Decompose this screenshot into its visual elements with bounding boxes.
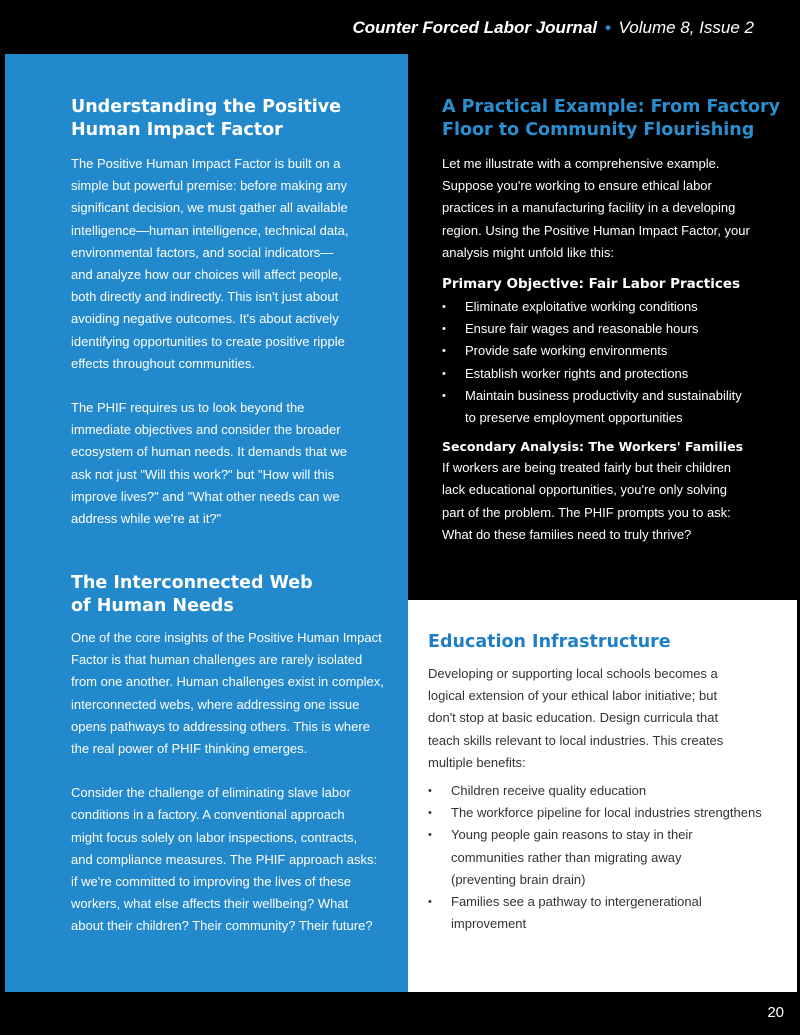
text-line: ask not just "Will this work?" but "How will this bbox=[71, 466, 335, 482]
text-line: (preventing brain drain) bbox=[451, 871, 586, 887]
education-content bbox=[428, 631, 794, 935]
text-line: Factor is that human challenges are rarely isolated bbox=[71, 652, 363, 668]
section-interconnected-web bbox=[71, 572, 406, 938]
text-line: The Positive Human Impact Factor is built on a bbox=[71, 156, 341, 171]
header-separator: • bbox=[604, 18, 611, 37]
education-infrastructure-section bbox=[408, 600, 797, 992]
text-line: What do these families need to truly thrive? bbox=[442, 526, 692, 542]
text-line: Consider the challenge of eliminating slave labor bbox=[71, 785, 351, 801]
title-line: Understanding the Positive bbox=[71, 97, 342, 117]
text-line: analysis might unfold like this: bbox=[442, 244, 614, 260]
list-item bbox=[442, 385, 792, 429]
intro-paragraph bbox=[442, 153, 792, 264]
text-line: if we're committed to improving the lives of these bbox=[71, 874, 351, 890]
secondary-analysis-heading: Secondary Analysis: The Workers' Families bbox=[442, 439, 744, 455]
text-line: improve lives?" and "What other needs can we bbox=[71, 488, 340, 504]
text-line: workers, what else affects their wellbeing? What bbox=[71, 896, 349, 912]
section-title bbox=[71, 96, 401, 142]
list-item bbox=[428, 891, 794, 935]
text-line: significant decision, we must gather all available bbox=[71, 200, 348, 216]
text-line: The workforce pipeline for local industries strengthens bbox=[451, 805, 762, 821]
text-line: simple but powerful premise: before making any bbox=[71, 178, 348, 194]
practical-example-content bbox=[442, 96, 792, 546]
text-line: part of the problem. The PHIF prompts you to ask: bbox=[442, 504, 731, 520]
journal-title: Counter Forced Labor Journal bbox=[352, 18, 598, 37]
paragraph bbox=[71, 627, 406, 760]
text-line: Developing or supporting local schools becomes a bbox=[428, 666, 718, 681]
text-line: improvement bbox=[451, 916, 527, 932]
text-line: from one another. Human challenges exist in complex, bbox=[71, 674, 384, 690]
text-line: lack educational opportunities, you're only solving bbox=[442, 482, 728, 498]
title-line: Human Impact Factor bbox=[71, 120, 283, 140]
list-item bbox=[428, 824, 794, 891]
section-understanding-phif bbox=[71, 96, 401, 530]
text-line: avoiding negative outcomes. It's about actively bbox=[71, 311, 339, 327]
text-line: If workers are being treated fairly but their children bbox=[442, 460, 732, 476]
journal-header bbox=[352, 18, 754, 38]
text-line: Ensure fair wages and reasonable hours bbox=[465, 321, 699, 337]
text-line: teach skills relevant to local industries. This creates bbox=[428, 732, 724, 748]
secondary-paragraph bbox=[442, 457, 792, 546]
list-item bbox=[428, 802, 794, 824]
text-line: The PHIF requires us to look beyond the bbox=[71, 400, 305, 416]
text-line: immediate objectives and consider the broader bbox=[71, 422, 341, 438]
practical-example-section bbox=[408, 54, 798, 600]
text-line: to preserve employment opportunities bbox=[465, 410, 683, 426]
primary-objective-heading: Primary Objective: Fair Labor Practices bbox=[442, 276, 741, 293]
left-column bbox=[5, 54, 408, 992]
list-item bbox=[442, 318, 792, 340]
text-line: Let me illustrate with a comprehensive example. bbox=[442, 156, 720, 171]
text-line: region. Using the Positive Human Impact Factor, your bbox=[442, 222, 750, 238]
paragraph bbox=[71, 782, 406, 937]
primary-objective-list bbox=[442, 296, 792, 429]
text-line: might focus solely on labor inspections, contracts, bbox=[71, 829, 358, 845]
list-item bbox=[442, 340, 792, 362]
text-line: Children receive quality education bbox=[451, 783, 647, 799]
text-line: interconnected webs, where addressing one issue bbox=[71, 696, 360, 712]
title-line: Floor to Community Flourishing bbox=[442, 120, 755, 140]
text-line: logical extension of your ethical labor initiative; but bbox=[428, 688, 718, 704]
section-title bbox=[71, 572, 406, 618]
text-line: Families see a pathway to intergenerational bbox=[451, 894, 702, 910]
text-line: Young people gain reasons to stay in their bbox=[451, 827, 693, 843]
paragraph bbox=[71, 397, 401, 530]
title-line: A Practical Example: From Factory bbox=[442, 97, 781, 117]
title-line: of Human Needs bbox=[71, 596, 234, 616]
benefits-list bbox=[428, 780, 794, 935]
text-line: practices in a manufacturing facility in a developing bbox=[442, 200, 736, 216]
list-item bbox=[442, 363, 792, 385]
text-line: One of the core insights of the Positive Human Impact bbox=[71, 630, 382, 645]
text-line: Eliminate exploitative working conditions bbox=[465, 299, 698, 315]
text-line: Establish worker rights and protections bbox=[465, 365, 689, 381]
text-line: address while we're at it?" bbox=[71, 511, 222, 527]
text-line: Maintain business productivity and sustainability bbox=[465, 387, 742, 403]
text-line: effects throughout communities. bbox=[71, 355, 256, 371]
text-line: both directly and indirectly. This isn't just about bbox=[71, 289, 339, 305]
text-line: multiple benefits: bbox=[428, 754, 526, 770]
text-line: opens pathways to addressing others. This is where bbox=[71, 718, 370, 734]
text-line: identifying opportunities to create positive ripple bbox=[71, 333, 345, 349]
issue-label: Volume 8, Issue 2 bbox=[618, 18, 754, 37]
paragraph bbox=[71, 153, 401, 375]
text-line: communities rather than migrating away bbox=[451, 849, 682, 865]
text-line: conditions in a factory. A conventional approach bbox=[71, 807, 345, 823]
text-line: and analyze how our choices will affect people, bbox=[71, 267, 342, 283]
text-line: environmental factors, and social indicators— bbox=[71, 244, 334, 260]
text-line: Suppose you're working to ensure ethical labor bbox=[442, 178, 712, 194]
section-title: Education Infrastructure bbox=[428, 632, 671, 652]
list-item bbox=[442, 296, 792, 318]
list-item bbox=[428, 780, 794, 802]
text-line: don't stop at basic education. Design curricula that bbox=[428, 710, 719, 726]
text-line: about their children? Their community? Their future? bbox=[71, 918, 373, 934]
text-line: the real power of PHIF thinking emerges. bbox=[71, 741, 308, 757]
intro-paragraph bbox=[428, 663, 794, 774]
text-line: and compliance measures. The PHIF approach asks: bbox=[71, 851, 378, 867]
text-line: intelligence—human intelligence, technical data, bbox=[71, 222, 349, 238]
text-line: Provide safe working environments bbox=[465, 343, 668, 359]
text-line: ecosystem of human needs. It demands that we bbox=[71, 444, 348, 460]
title-line: The Interconnected Web bbox=[71, 573, 313, 593]
page-number: 20 bbox=[767, 1004, 784, 1021]
section-title bbox=[442, 96, 792, 142]
